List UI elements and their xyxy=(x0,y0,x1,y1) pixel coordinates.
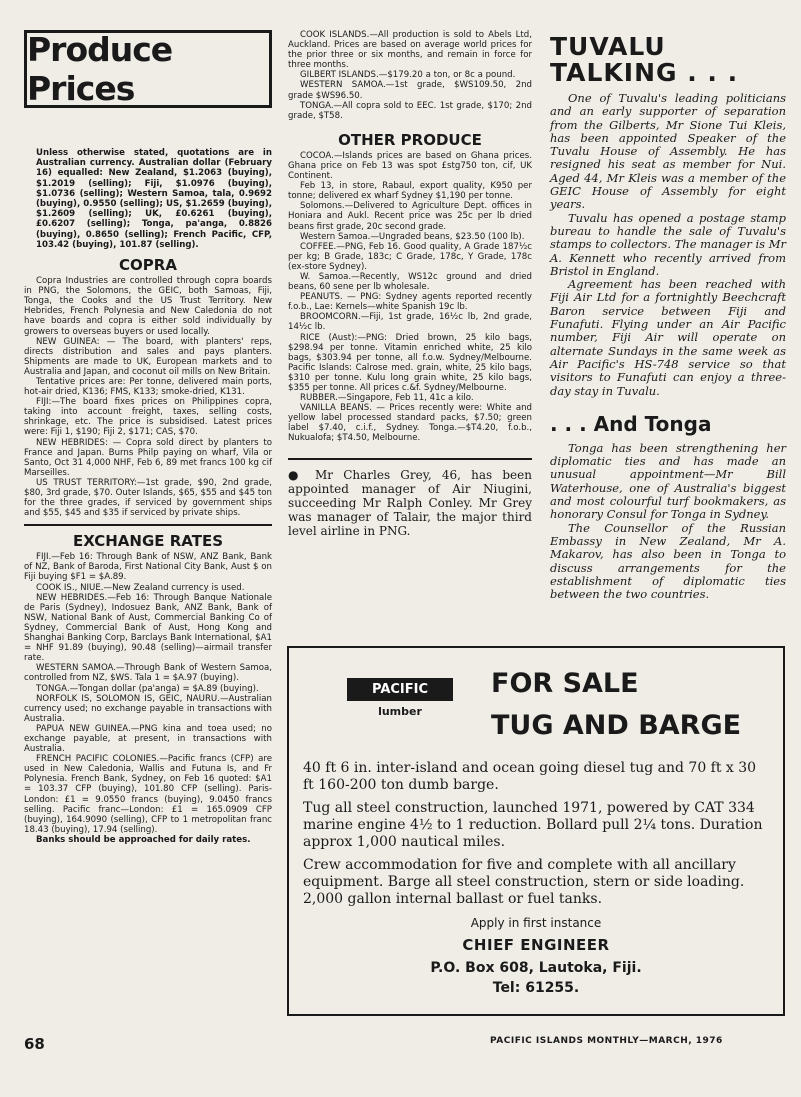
tonga-heading: . . . And Tonga xyxy=(550,411,712,436)
copra-para: NEW HEBRIDES: — Copra sold direct by planters to France and Japan. Burns Philp paying on wharf, Vila or Santo, Oct 31 4,000 NHF, Feb 6, 89 met francs 100 kg cif Marseilles. xyxy=(24,437,272,478)
advert-para: Crew accommodation for five and complete with all ancillary equipment. Barge all steel construction, stern or side loading. 2,000 gallon internal ballast or fuel tanks. xyxy=(303,857,745,907)
other-para: COFFEE.—PNG, Feb 16. Good quality, A Grade 187½c per kg; B Grade, 183c; C Grade, 178c, Y Grade, 178c (ex-store Sydney). xyxy=(288,241,532,272)
copra-cont-para: GILBERT ISLANDS.—$179.20 a ton, or 8c a pound. xyxy=(300,70,516,81)
copra-cont-para: TONGA.—All copra sold to EEC. 1st grade, $170; 2nd grade, $T58. xyxy=(288,100,532,121)
other-produce-heading: OTHER PRODUCE xyxy=(338,130,482,149)
bullet-icon: ● xyxy=(288,467,316,482)
telephone: Tel: 61255. xyxy=(492,980,580,996)
other-para: PEANUTS. — PNG: Sydney agents reported recently f.o.b., Lae: Kernels—white Spanish 19c lb. xyxy=(288,292,532,313)
section-divider xyxy=(24,524,272,526)
tug-barge-heading: TUG AND BARGE xyxy=(491,710,742,741)
other-para: RUBBER.—Singapore, Feb 11, 41c a kilo. xyxy=(300,393,474,404)
other-para: W. Samoa.—Recently, WS12c ground and dried beans, 60 sene per lb wholesale. xyxy=(288,271,532,293)
exchange-para: NEW HEBRIDES.—Feb 16: Through Banque Nationale de Paris (Sydney), Indosuez Bank, ANZ Bank, Bank of NSW, National Bank of Aust, Commercial Banking Co of Sydney, Commercial Bank of Aust, Hong Kong and Shanghai Banking Corp, Barclays Bank International, $A1 = NHF 91.89 (buying), 90.48 (selling)—airmail transfer rate. xyxy=(24,592,272,664)
copra-para: Tentative prices are: Per tonne, delivered main ports, hot-air dried, K136; FMS, K133; smoke-dried, K131. xyxy=(24,376,272,398)
copra-para: NEW GUINEA: — The board, with planters' reps, directs distribution and sales and pays planters. Shipments are made to UK, European markets and to Australia and Japan, and coconut oil mills on New Britain. xyxy=(24,336,272,377)
for-sale-heading: FOR SALE xyxy=(491,668,639,699)
other-para: BROOMCORN.—Fiji, 1st grade, 16½c lb, 2nd grade, 14½c lb. xyxy=(288,312,532,333)
currency-intro: Unless otherwise stated, quotations are in Australian currency. Australian dollar (February 16) equalled: New Zealand, $1.2063 (buying), $1.2019 (selling); Fiji, $1.0976 (buying), $1.0736 (selling); Western Samoa, tala, 0.9692 (buying), 0.9550 (selling); US, $1.2659 (buying), $1.2609 (selling); UK, £0.6261 (buying), £0.6207 (selling); Tonga, pa'anga, 0.8826 (buying), 0.8650 (selling); French Pacific, CFP, 103.42 (buying), 101.87 (selling). xyxy=(36,148,272,250)
other-para: COCOA.—Islands prices are based on Ghana prices. Ghana price on Feb 13 was spot £stg750 ton, cif, UK Continent. xyxy=(288,150,532,182)
tuvalu-para: Tuvalu has opened a postage stamp bureau to handle the sale of Tuvalu's stamps to collectors. The manager is Mr A. Kennett who recently arrived from Bristol in England. xyxy=(550,210,787,278)
exchange-para: WESTERN SAMOA.—Through Bank of Western Samoa, controlled from NZ, $WS. Tala 1 = $A.97 (buying). xyxy=(24,663,272,684)
tonga-para: The Counsellor of the Russian Embassy in New Zealand, Mr A. Makarov, has also been in Tonga to discuss arrangements for the establishment of diplomatic ties between the two countries. xyxy=(550,520,786,602)
copra-para: FIJI:—The board fixes prices on Philippines copra, taking into account freight, taxes, selling costs, shrinkage, etc. The price is subsidised. Latest prices were: Fiji 1, $190; Fiji 2, $171; CAS, $70. xyxy=(24,397,272,438)
tug-barge-advert xyxy=(287,646,785,1016)
produce-column xyxy=(24,30,272,845)
exchange-heading: EXCHANGE RATES xyxy=(72,532,224,551)
other-para: Western Samoa.—Ungraded beans, $23.50 (100 lb). xyxy=(300,231,525,242)
middle-column xyxy=(288,30,532,538)
po-box: P.O. Box 608, Lautoka, Fiji. xyxy=(430,960,642,976)
advert-body xyxy=(303,760,771,914)
logo-top-text: PACIFIC xyxy=(347,678,453,701)
exchange-para: NORFOLK IS, SOLOMON IS, GEIC, NAURU.—Australian currency used; no exchange payable in transactions with Australia. xyxy=(24,693,272,724)
tonga-para: Tonga has been strengthening her diplomatic ties and has made an unusual appointment—Mr Bill Waterhouse, one of Australia's biggest and most colourful turf bookmakers, as honorary Consul for Tonga in Sydney. xyxy=(550,440,786,522)
section-divider xyxy=(288,458,532,460)
tuvalu-column xyxy=(550,34,786,601)
magazine-footer: PACIFIC ISLANDS MONTHLY—MARCH, 1976 xyxy=(490,1036,723,1046)
tuvalu-para: Agreement has been reached with Fiji Air Ltd for a fortnightly Beechcraft Baron service between Fiji and Funafuti. Flying under an Air Pacific number, Fiji Air will operate on alternate Sundays in the same week as Air Pacific's HS-748 service so that visitors to Funafuti can enjoy a three-day stay in Tuvalu. xyxy=(550,277,786,398)
other-para: Solomons.—Delivered to Agriculture Dept. offices in Honiara and Aukl. Recent price was 25c per lb dried beans first grade, 20c second grade. xyxy=(288,201,532,232)
tuvalu-para: One of Tuvalu's leading politicians and an early supporter of separation from the Gilberts, Mr Sione Tui Kleis, has been appointed Speaker of the Tuvalu House of Assembly. He has resigned his seat as member for Nui. Aged 44, Mr Kleis was a member of the GEIC House of Assembly for eight years. xyxy=(550,91,786,212)
produce-title-box xyxy=(24,30,272,108)
tuvalu-heading-2: TALKING . . . xyxy=(550,58,739,87)
copra-para: Copra Industries are controlled through copra boards in PNG, the Solomons, the GEIC, both Samoas, Fiji, Tonga, the Cooks and the US Trust Territory. New Hebrides, French Polynesia and New Caledonia do not have boards and copra is either sold individually by growers to overseas buyers or used locally. xyxy=(24,276,272,337)
exchange-para: FIJI.—Feb 16: Through Bank of NSW, ANZ Bank, Bank of NZ, Bank of Baroda, First National City Bank, Aust $ on Fiji buying $F1 = $A.89. xyxy=(24,552,272,583)
grey-appointment xyxy=(288,468,532,538)
exchange-para: COOK IS., NIUE.—New Zealand currency is used. xyxy=(36,582,245,593)
tuvalu-heading-1: TUVALU xyxy=(550,32,666,61)
other-para: VANILLA BEANS. — Prices recently were: White and yellow label processed standard packs, $7.50; green label $7.40, c.i.f., Sydney. Tonga.—$T4.20, f.o.b., Nukualofa; $T4.50, Melbourne. xyxy=(288,403,532,444)
advert-para: Tug all steel construction, launched 1971, powered by CAT 334 marine engine 4½ to 1 reduction. Bollard pull 2¼ tons. Duration approx 1,000 nautical miles. xyxy=(303,800,763,850)
exchange-para: FRENCH PACIFIC COLONIES.—Pacific francs (CFP) are used in New Caledonia, Wallis and Futuna Is, and Fr Polynesia. French Bank, Sydney, on Feb 16 quoted: $A1 = 103.37 CFP (buying), 101.80 CFP (selling). Paris-London: £1 = 9.0550 francs (buying), 9.0450 francs selling. Pacific franc—London: £1 = 165.0909 CFP (buying), 164.9090 (selling), CFP to 1 metropolitan franc 18.43 (buying), 17.94 (selling). xyxy=(24,754,272,835)
copra-cont-para: COOK ISLANDS.—All production is sold to Abels Ltd, Auckland. Prices are based on average world prices for the prior three or six months, and remain in force for three months. xyxy=(288,30,532,71)
exchange-para: TONGA.—Tongan dollar (pa'anga) = $A.89 (buying). xyxy=(36,683,259,694)
produce-title: Produce Prices xyxy=(27,30,173,108)
pacific-lumber-logo xyxy=(347,678,453,718)
logo-bottom-text: lumber xyxy=(378,705,422,718)
chief-engineer: CHIEF ENGINEER xyxy=(462,936,610,954)
other-para: Feb 13, in store, Rabaul, export quality, K950 per tonne; delivered ex wharf Sydney $1,190 per tonne. xyxy=(288,181,532,202)
exchange-note: Banks should be approached for daily rates. xyxy=(36,834,251,845)
grey-text: Mr Charles Grey, 46, has been appointed manager of Air Niugini, succeeding Mr Ralph Conley. Mr Grey was manager of Talair, the major third level airline in PNG. xyxy=(288,467,532,538)
page-number: 68 xyxy=(24,1035,45,1053)
advert-para: 40 ft 6 in. inter-island and ocean going diesel tug and 70 ft x 30 ft 160-200 ton dumb barge. xyxy=(303,760,757,793)
other-para: RICE (Aust):—PNG: Dried brown, 25 kilo bags, $298.94 per tonne. Vitamin enriched white, 25 kilo bags, $303.94 per tonne, all f.o.w. Sydney/Melbourne. Pacific Islands: Calrose med. grain, white, 25 kilo bags, $310 per tonne. Kulu long grain white, 25 kilo bags, $355 per tonne. All prices c.&f. Sydney/Melbourne. xyxy=(288,332,532,393)
copra-heading: COPRA xyxy=(119,256,177,275)
copra-cont-para: WESTERN SAMOA.—1st grade, $WS109.50, 2nd grade $WS96.50. xyxy=(288,80,532,101)
copra-para: US TRUST TERRITORY:—1st grade, $90, 2nd grade, $80, 3rd grade, $70. Outer Islands, $65, $55 and $45 ton for the three grades, if serviced by government ships and $55, $45 and $35 if serviced by private ships. xyxy=(24,477,272,519)
exchange-para: PAPUA NEW GUINEA.—PNG kina and toea used; no exchange payable, at present, in transactions with Australia. xyxy=(24,723,272,755)
apply-line: Apply in first instance xyxy=(470,916,602,930)
